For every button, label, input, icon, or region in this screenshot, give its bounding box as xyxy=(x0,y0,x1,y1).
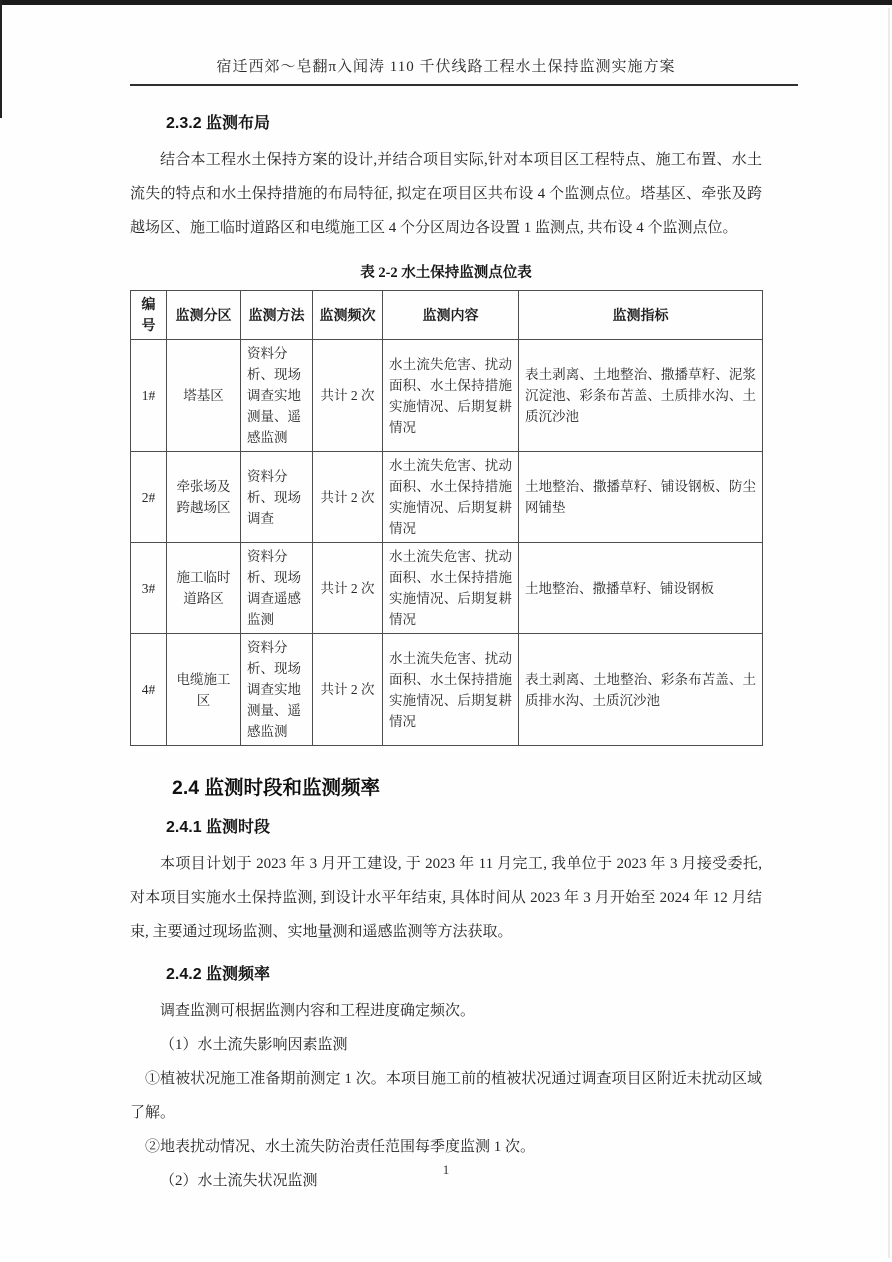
cell-indicator: 表土剥离、土地整治、彩条布苫盖、土质排水沟、土质沉沙池 xyxy=(519,634,763,746)
cell-zone: 塔基区 xyxy=(167,340,241,452)
table-row xyxy=(131,452,763,543)
cell-frequency: 共计 2 次 xyxy=(313,452,383,543)
cell-zone: 电缆施工区 xyxy=(167,634,241,746)
cell-frequency: 共计 2 次 xyxy=(313,543,383,634)
list-item-1-sub-2: ②地表扰动情况、水土流失防治责任范围每季度监测 1 次。 xyxy=(145,1139,536,1155)
table-header-row xyxy=(131,291,763,340)
col-header-frequency: 监测频次 xyxy=(313,291,383,340)
col-header-zone: 监测分区 xyxy=(167,291,241,340)
cell-content: 水土流失危害、扰动面积、水土保持措施实施情况、后期复耕情况 xyxy=(383,634,519,746)
col-header-content: 监测内容 xyxy=(383,291,519,340)
heading-2-3-2: 2.3.2 监测布局 xyxy=(166,115,271,132)
heading-2-4-2: 2.4.2 监测频率 xyxy=(166,966,271,983)
heading-2-4: 2.4 监测时段和监测频率 xyxy=(172,777,381,799)
table-caption: 表 2-2 水土保持监测点位表 xyxy=(360,265,532,281)
paragraph-monitoring-layout: 结合本工程水土保持方案的设计,并结合项目实际,针对本项目区工程特点、施工布置、水土流失的特点和水土保持措施的布局特征, 拟定在项目区共布设 4 个监测点位。塔基区、牵张及跨越场区、施工临时道路区和电缆施工区 4 个分区周边各设置 1 监测点, 共布设 4 个监测点位。 xyxy=(130,152,762,236)
scan-edge-left xyxy=(0,0,2,118)
cell-indicator: 土地整治、撒播草籽、铺设钢板 xyxy=(519,543,763,634)
cell-number: 2# xyxy=(131,452,167,543)
header-rule xyxy=(130,84,798,86)
cell-number: 4# xyxy=(131,634,167,746)
list-item-2: （2）水土流失状况监测 xyxy=(160,1173,318,1189)
table-row xyxy=(131,340,763,452)
cell-method: 资料分析、现场调查实地测量、遥感监测 xyxy=(241,634,313,746)
cell-number: 1# xyxy=(131,340,167,452)
monitoring-points-table xyxy=(130,290,763,746)
cell-method: 资料分析、现场调查 xyxy=(241,452,313,543)
cell-content: 水土流失危害、扰动面积、水土保持措施实施情况、后期复耕情况 xyxy=(383,340,519,452)
cell-number: 3# xyxy=(131,543,167,634)
cell-method: 资料分析、现场调查实地测量、遥感监测 xyxy=(241,340,313,452)
page-content xyxy=(130,0,762,1198)
running-header-title: 宿迁西郊～皂翻π入闻涛 110 千伏线路工程水土保持监测实施方案 xyxy=(216,59,676,75)
table-row xyxy=(131,634,763,746)
col-header-method: 监测方法 xyxy=(241,291,313,340)
page-number: 1 xyxy=(442,1162,450,1177)
col-header-indicator: 监测指标 xyxy=(519,291,763,340)
cell-method: 资料分析、现场调查遥感监测 xyxy=(241,543,313,634)
paragraph-frequency-intro: 调查监测可根据监测内容和工程进度确定频次。 xyxy=(160,1003,476,1019)
cell-frequency: 共计 2 次 xyxy=(313,634,383,746)
cell-frequency: 共计 2 次 xyxy=(313,340,383,452)
list-item-1: （1）水土流失影响因素监测 xyxy=(160,1037,348,1053)
cell-zone: 施工临时道路区 xyxy=(167,543,241,634)
cell-content: 水土流失危害、扰动面积、水土保持措施实施情况、后期复耕情况 xyxy=(383,543,519,634)
cell-indicator: 表土剥离、土地整治、撒播草籽、泥浆沉淀池、彩条布苫盖、土质排水沟、土质沉沙池 xyxy=(519,340,763,452)
col-header-number: 编 号 xyxy=(131,291,167,340)
heading-2-4-1: 2.4.1 监测时段 xyxy=(166,819,271,836)
cell-zone: 牵张场及跨越场区 xyxy=(167,452,241,543)
cell-content: 水土流失危害、扰动面积、水土保持措施实施情况、后期复耕情况 xyxy=(383,452,519,543)
list-item-1-sub-1: ①植被状况施工准备期前测定 1 次。本项目施工前的植被状况通过调查项目区附近未扰动区域了解。 xyxy=(130,1071,762,1121)
cell-indicator: 土地整治、撒播草籽、铺设钢板、防尘网铺垫 xyxy=(519,452,763,543)
scan-edge-right xyxy=(888,8,890,1258)
paragraph-monitoring-period: 本项目计划于 2023 年 3 月开工建设, 于 2023 年 11 月完工, 我单位于 2023 年 3 月接受委托, 对本项目实施水土保持监测, 到设计水平年结束, 具体时间从 2023 年 3 月开始至 2024 年 12 月结束, 主要通过现场监测、实地量测和遥感监测等方法获取。 xyxy=(130,856,762,940)
table-row xyxy=(131,543,763,634)
